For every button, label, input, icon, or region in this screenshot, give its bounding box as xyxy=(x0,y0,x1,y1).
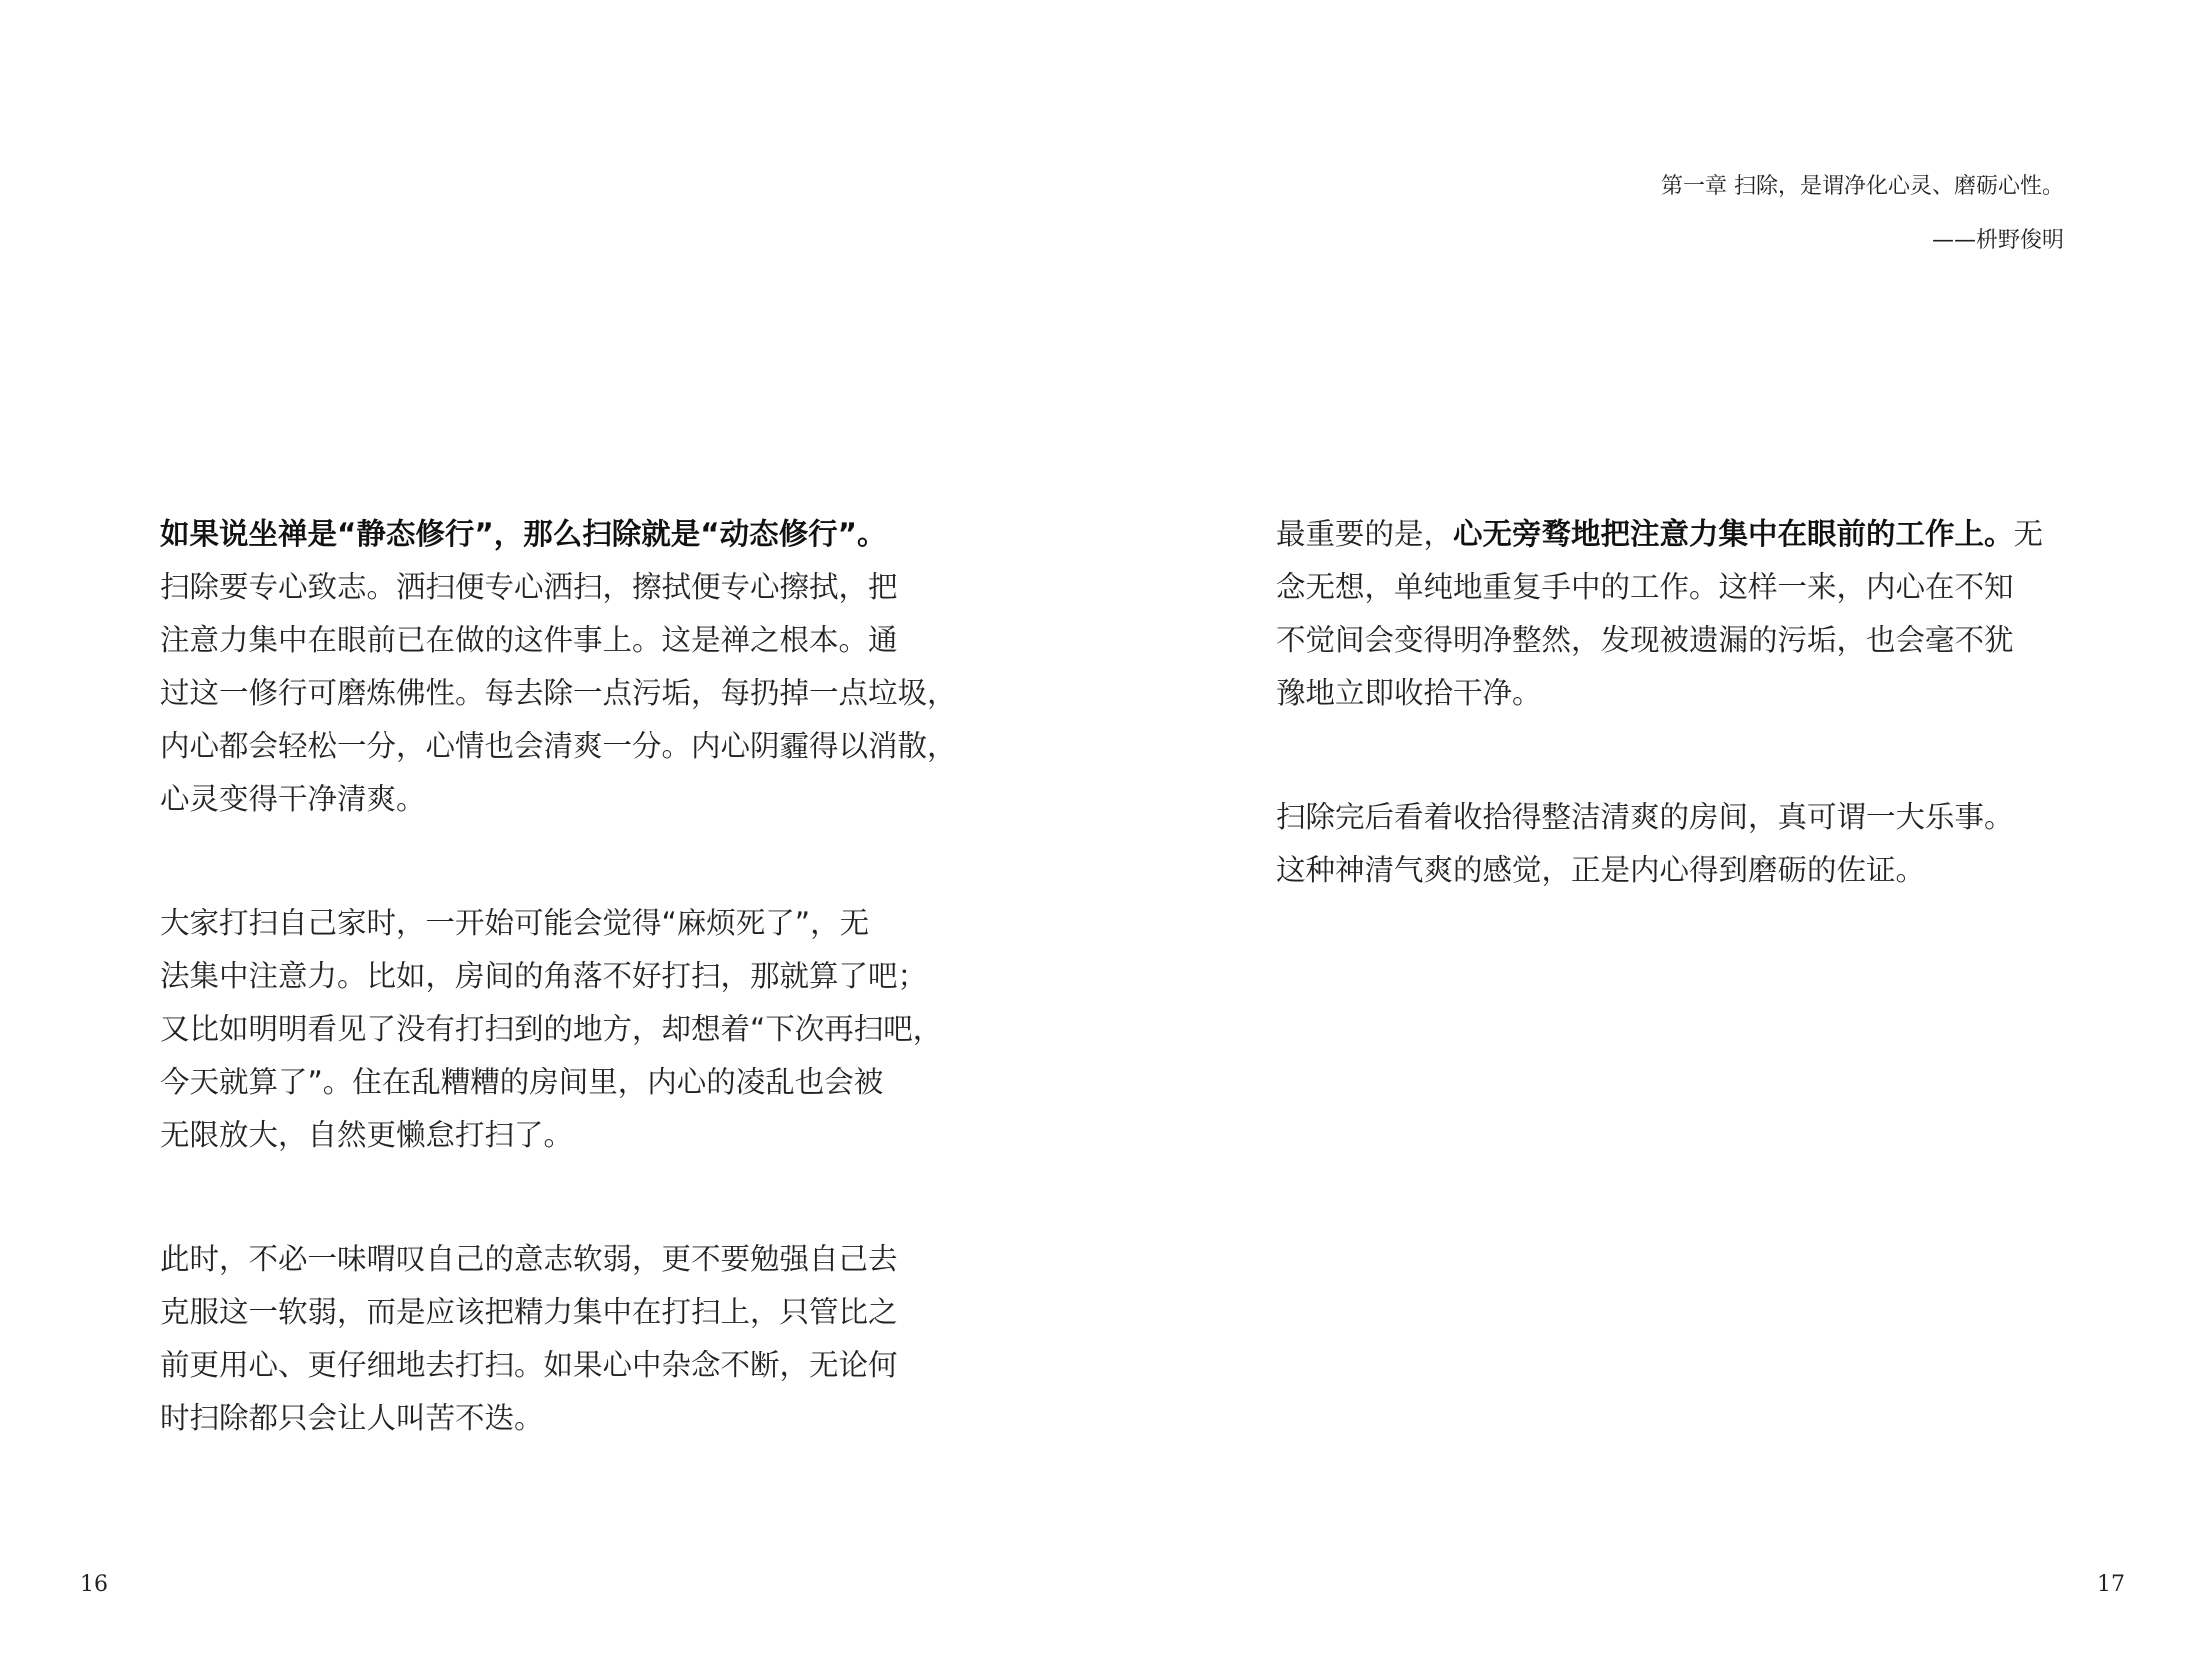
text-line xyxy=(160,720,960,773)
text: 不觉间会变得明净整然，发现被遗漏的污垢，也会毫不犹 xyxy=(1276,623,2014,657)
text: 克服这一软弱，而是应该把精力集中在打扫上，只管比之 xyxy=(160,1295,898,1329)
text: 过这一修行可磨炼佛性。每去除一点污垢，每扔掉一点垃圾， xyxy=(160,676,957,710)
chapter-attribution: ——枡野俊明 xyxy=(1931,228,2064,253)
text: 扫除要专心致志。洒扫便专心洒扫，擦拭便专心擦拭，把 xyxy=(160,570,898,604)
text: 今天就算了”。住在乱糟糟的房间里，内心的凌乱也会被 xyxy=(160,1065,884,1099)
page-number-right: 17 xyxy=(2097,1572,2125,1597)
text: 此时，不必一味喟叹自己的意志软弱，更不要勉强自己去 xyxy=(160,1242,898,1276)
text-line xyxy=(160,614,960,667)
text-line xyxy=(1276,614,2076,667)
text-line xyxy=(160,1233,960,1286)
right-paragraph-2 xyxy=(1276,791,2076,897)
text-line xyxy=(1276,791,2076,844)
text-line xyxy=(1276,508,2076,561)
text: 心灵变得干净清爽。 xyxy=(160,782,426,816)
text: 又比如明明看见了没有打扫到的地方，却想着“下次再扫吧， xyxy=(160,1012,943,1046)
text: 时扫除都只会让人叫苦不迭。 xyxy=(160,1401,544,1435)
text-line xyxy=(160,1339,960,1392)
text-line xyxy=(160,950,960,1003)
left-paragraph-3 xyxy=(160,1233,960,1445)
text: 念无想，单纯地重复手中的工作。这样一来，内心在不知 xyxy=(1276,570,2014,604)
text-line xyxy=(1276,844,2076,897)
running-header xyxy=(1364,160,2064,268)
text: 最重要的是， xyxy=(1276,517,1454,551)
text: 无 xyxy=(2013,517,2044,551)
bold-text: 如果说坐禅是“静态修行”，那么扫除就是“动态修行”。 xyxy=(160,517,887,551)
text: 内心都会轻松一分，心情也会清爽一分。内心阴霾得以消散， xyxy=(160,729,957,763)
text-line xyxy=(160,1003,960,1056)
right-paragraph-1 xyxy=(1276,508,2076,720)
text-line xyxy=(160,1056,960,1109)
page-number-left: 16 xyxy=(80,1572,108,1597)
text-line xyxy=(1276,561,2076,614)
bold-text: 心无旁骛地把注意力集中在眼前的工作上。 xyxy=(1453,517,2014,551)
text-line xyxy=(160,897,960,950)
text: 注意力集中在眼前已在做的这件事上。这是禅之根本。通 xyxy=(160,623,898,657)
text-line xyxy=(160,508,960,561)
left-paragraph-1 xyxy=(160,508,960,826)
text-line xyxy=(160,1286,960,1339)
left-page-body xyxy=(160,508,960,1516)
text: 法集中注意力。比如，房间的角落不好打扫，那就算了吧； xyxy=(160,959,928,993)
text-line xyxy=(160,667,960,720)
text-line xyxy=(160,561,960,614)
left-paragraph-2 xyxy=(160,897,960,1162)
text: 这种神清气爽的感觉，正是内心得到磨砺的佐证。 xyxy=(1276,853,1926,887)
text-line xyxy=(160,1109,960,1162)
right-page-body xyxy=(1276,508,2076,968)
text: 前更用心、更仔细地去打扫。如果心中杂念不断，无论何 xyxy=(160,1348,898,1382)
text: 豫地立即收拾干净。 xyxy=(1276,676,1542,710)
text: 扫除完后看着收拾得整洁清爽的房间，真可谓一大乐事。 xyxy=(1276,800,2014,834)
text-line xyxy=(160,773,960,826)
text-line xyxy=(160,1392,960,1445)
text: 大家打扫自己家时，一开始可能会觉得“麻烦死了”，无 xyxy=(160,906,870,940)
text-line xyxy=(1276,667,2076,720)
chapter-title: 第一章 扫除，是谓净化心灵、磨砺心性。 xyxy=(1661,174,2064,199)
text: 无限放大，自然更懒怠打扫了。 xyxy=(160,1118,574,1152)
